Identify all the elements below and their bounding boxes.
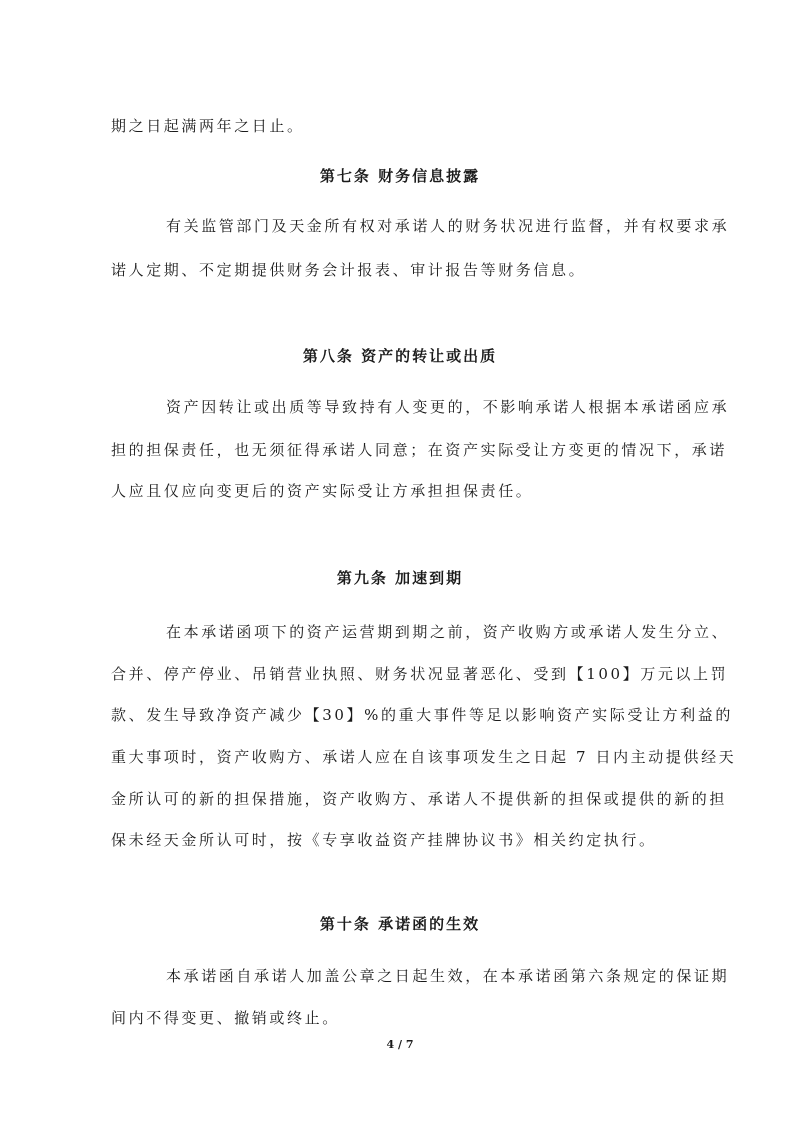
section-heading: 第九条 加速到期	[336, 569, 464, 587]
body-text-line: 担的担保责任，也无须征得承诺人同意；在资产实际受让方变更的情况下，承诺	[111, 441, 728, 459]
body-text-line: 诺人定期、不定期提供财务会计报表、审计报告等财务信息。	[111, 261, 587, 279]
body-text-line: 重大事项时，资产收购方、承诺人应在自该事项发生之日起 7 日内主动提供经天	[111, 748, 737, 766]
body-text-line: 合并、停产停业、吊销营业执照、财务状况显著恶化、受到【100】万元以上罚	[111, 665, 729, 683]
body-text-line: 资产因转让或出质等导致持有人变更的，不影响承诺人根据本承诺函应承	[166, 398, 730, 416]
section-heading: 第七条 财务信息披露	[319, 167, 481, 185]
body-text-line: 人应且仅应向变更后的资产实际受让方承担担保责任。	[111, 482, 534, 500]
body-text-line: 金所认可的新的担保措施，资产收购方、承诺人不提供新的担保或提供的新的担	[111, 790, 728, 808]
body-text-line: 本承诺函自承诺人加盖公章之日起生效，在本承诺函第六条规定的保证期	[166, 967, 730, 985]
body-text-line: 款、发生导致净资产减少【30】%的重大事件等足以影响资产实际受让方利益的	[111, 706, 733, 724]
body-text-line: 间内不得变更、撤销或终止。	[111, 1009, 340, 1027]
body-text-line: 保未经天金所认可时，按《专享收益资产挂牌协议书》相关约定执行。	[111, 831, 657, 849]
body-text-line: 在本承诺函项下的资产运营期到期之前，资产收购方或承诺人发生分立、	[166, 623, 730, 641]
body-text-line: 有关监管部门及天金所有权对承诺人的财务状况进行监督，并有权要求承	[166, 217, 730, 235]
body-text-line: 期之日起满两年之日止。	[111, 117, 305, 135]
page-number: 4 / 7	[386, 1038, 414, 1051]
section-heading: 第十条 承诺函的生效	[319, 915, 481, 933]
section-heading: 第八条 资产的转让或出质	[302, 347, 498, 365]
